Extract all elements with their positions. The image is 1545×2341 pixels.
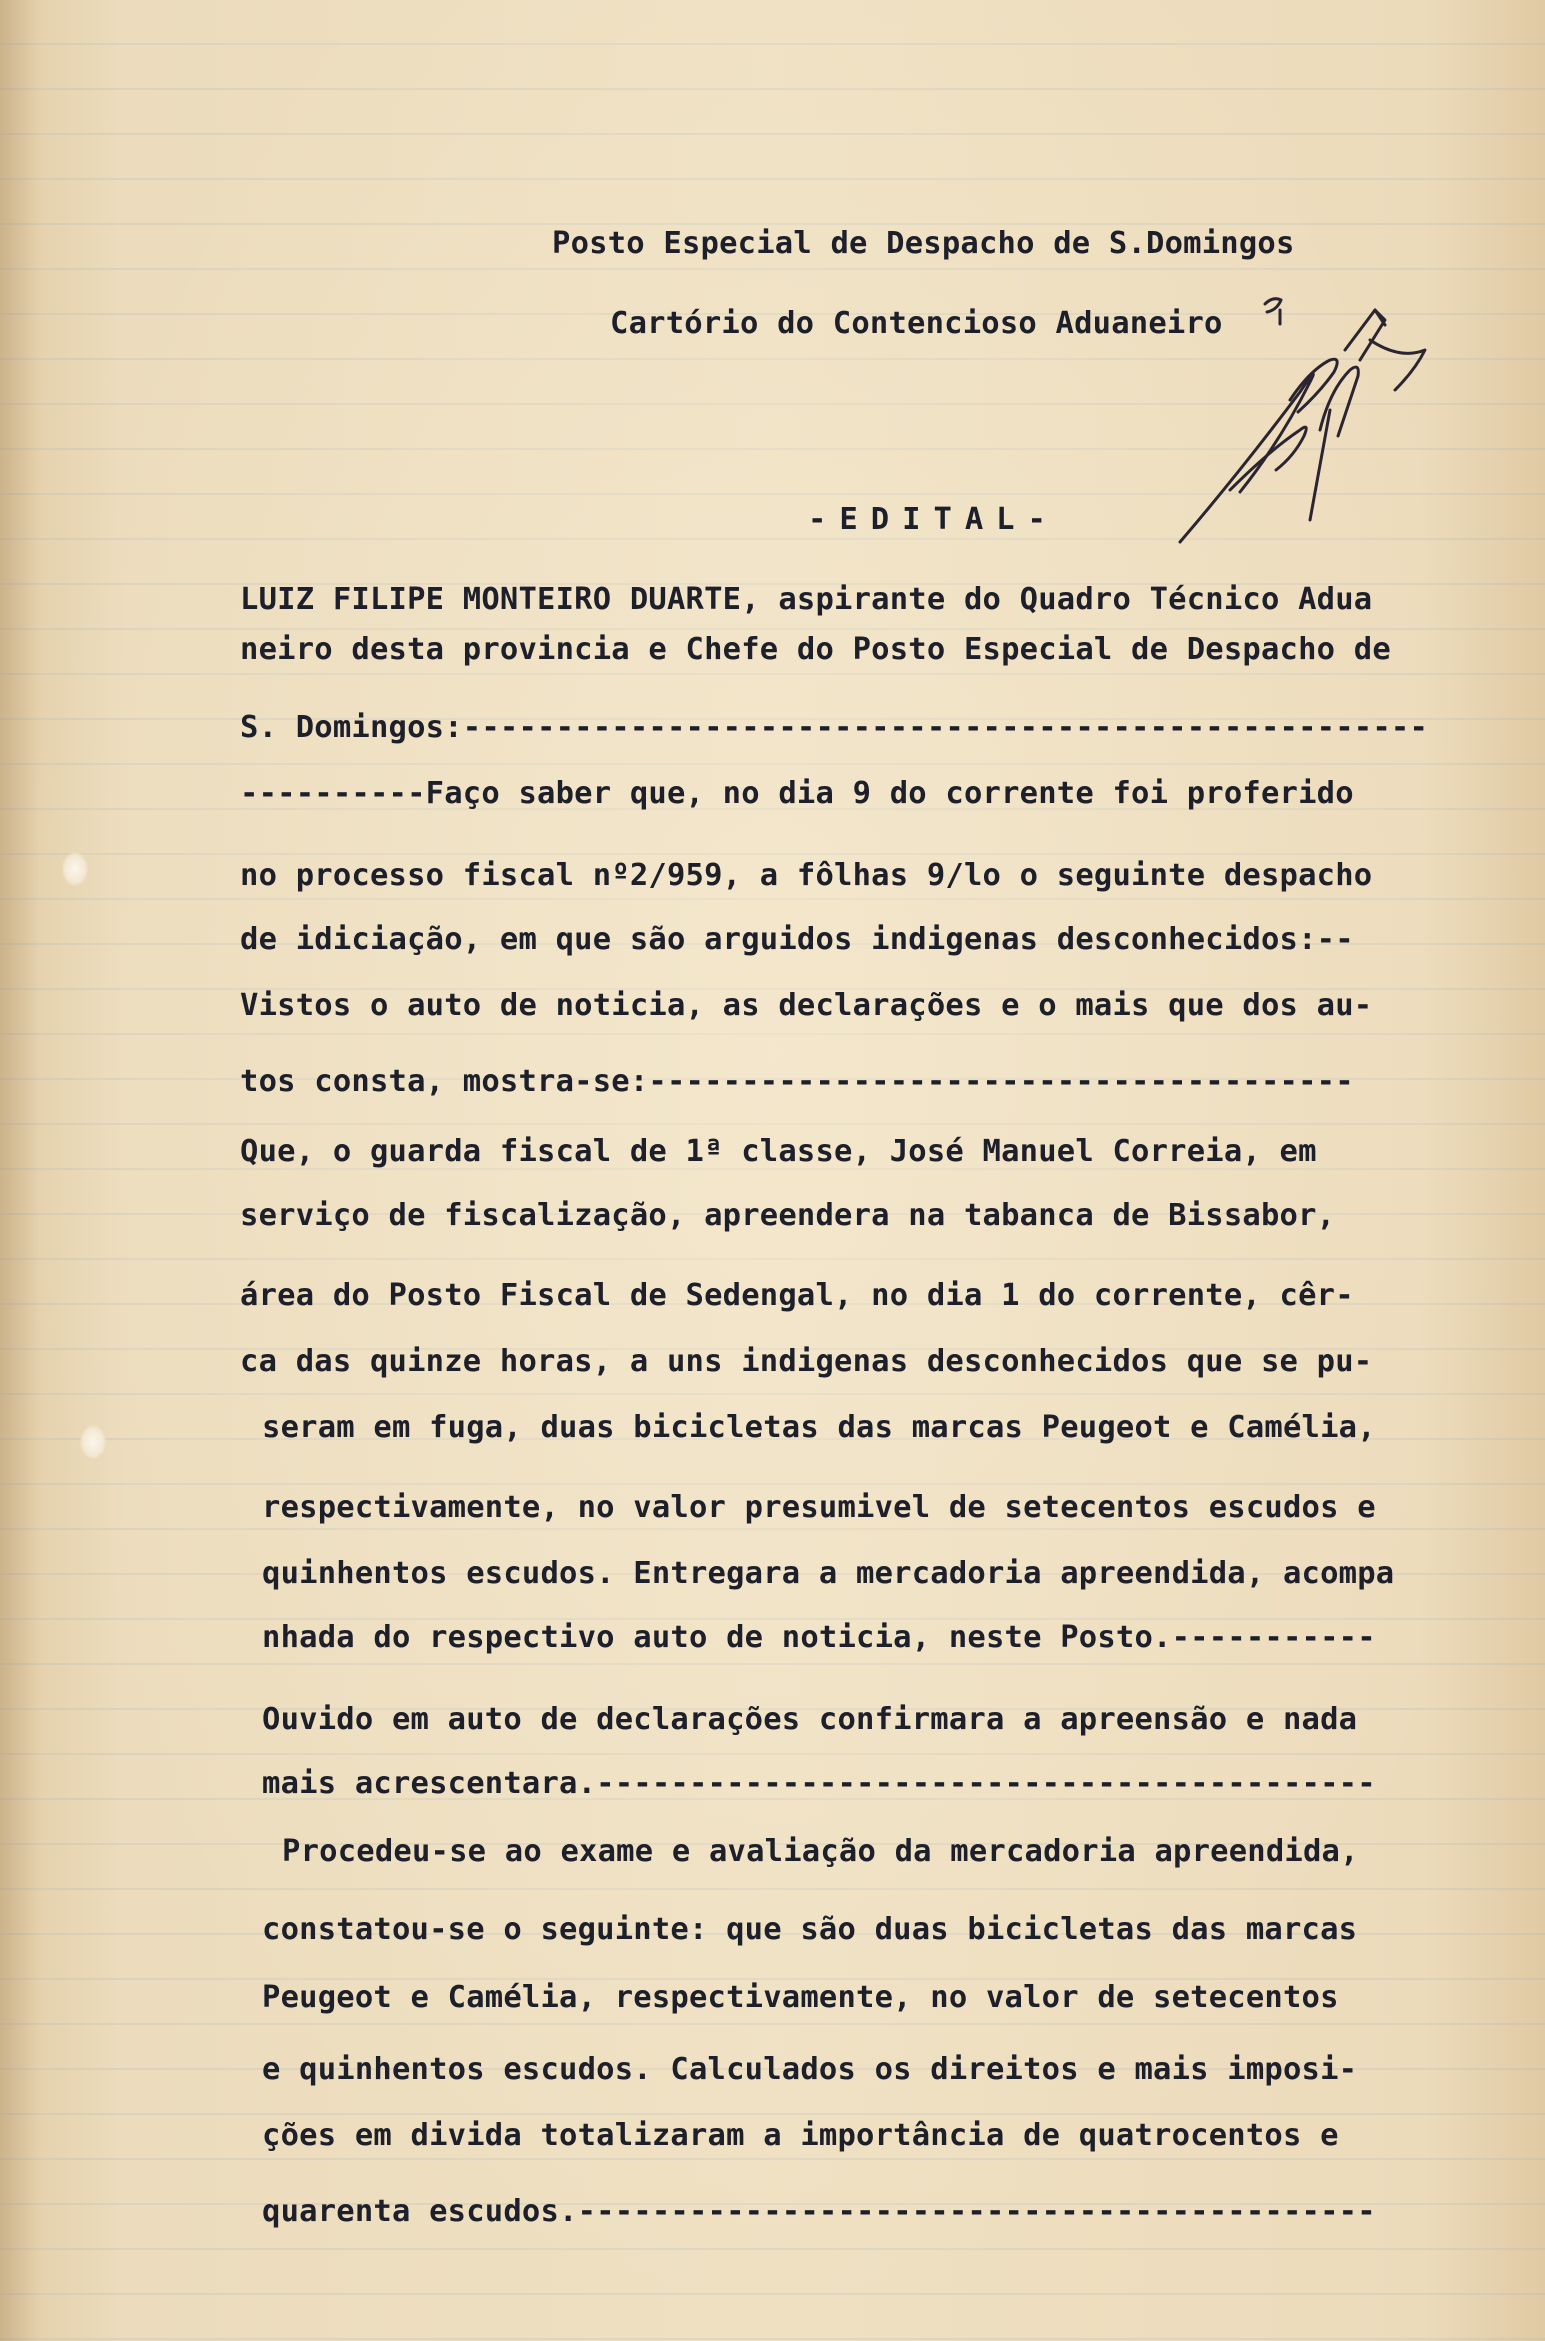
text-line: no processo fiscal nº2/959, a fôlhas 9/lo o seguinte despacho <box>240 858 1373 893</box>
text-line: área do Posto Fiscal de Sedengal, no dia 1 do corrente, cêr- <box>240 1278 1354 1313</box>
punch-hole <box>62 852 88 886</box>
text-line: ----------Faço saber que, no dia 9 do corrente foi proferido <box>240 776 1354 811</box>
text-line: Vistos o auto de noticia, as declarações e o mais que dos au- <box>240 988 1373 1023</box>
text-line: quarenta escudos.------------------------------------------- <box>262 2194 1376 2229</box>
text-line: S. Domingos:---------------------------------------------------- <box>240 710 1429 745</box>
text-line: e quinhentos escudos. Calculados os direitos e mais imposi- <box>262 2052 1358 2087</box>
text-line: Que, o guarda fiscal de 1ª classe, José Manuel Correia, em <box>240 1134 1317 1169</box>
header-registry: Cartório do Contencioso Aduaneiro <box>610 306 1223 341</box>
text-line: LUIZ FILIPE MONTEIRO DUARTE, aspirante do Quadro Técnico Adua <box>240 582 1373 617</box>
document-title: -EDITAL- <box>808 502 1059 537</box>
text-line: tos consta, mostra-se:-------------------------------------- <box>240 1064 1354 1099</box>
handwritten-signature <box>1170 280 1460 560</box>
text-line: Peugeot e Camélia, respectivamente, no valor de setecentos <box>262 1980 1339 2015</box>
text-line: Procedeu-se ao exame e avaliação da mercadoria apreendida, <box>282 1834 1359 1869</box>
text-line: constatou-se o seguinte: que são duas bicicletas das marcas <box>262 1912 1358 1947</box>
text-line: quinhentos escudos. Entregara a mercadoria apreendida, acompa <box>262 1556 1395 1591</box>
text-line: Ouvido em auto de declarações confirmara a apreensão e nada <box>262 1702 1358 1737</box>
text-line: ções em divida totalizaram a importância de quatrocentos e <box>262 2118 1339 2153</box>
text-line: mais acrescentara.------------------------------------------ <box>262 1766 1376 1801</box>
punch-hole <box>80 1425 106 1459</box>
text-line: nhada do respectivo auto de noticia, neste Posto.----------- <box>262 1620 1376 1655</box>
text-line: respectivamente, no valor presumivel de setecentos escudos e <box>262 1490 1376 1525</box>
text-line: seram em fuga, duas bicicletas das marcas Peugeot e Camélia, <box>262 1410 1376 1445</box>
text-line: ca das quinze horas, a uns indigenas desconhecidos que se pu- <box>240 1344 1373 1379</box>
text-line: neiro desta provincia e Chefe do Posto Especial de Despacho de <box>240 632 1391 667</box>
text-line: serviço de fiscalização, apreendera na tabanca de Bissabor, <box>240 1198 1336 1233</box>
binding-shadow <box>0 0 40 2341</box>
text-line: de idiciação, em que são arguidos indigenas desconhecidos:-- <box>240 922 1354 957</box>
header-office: Posto Especial de Despacho de S.Domingos <box>552 226 1295 261</box>
